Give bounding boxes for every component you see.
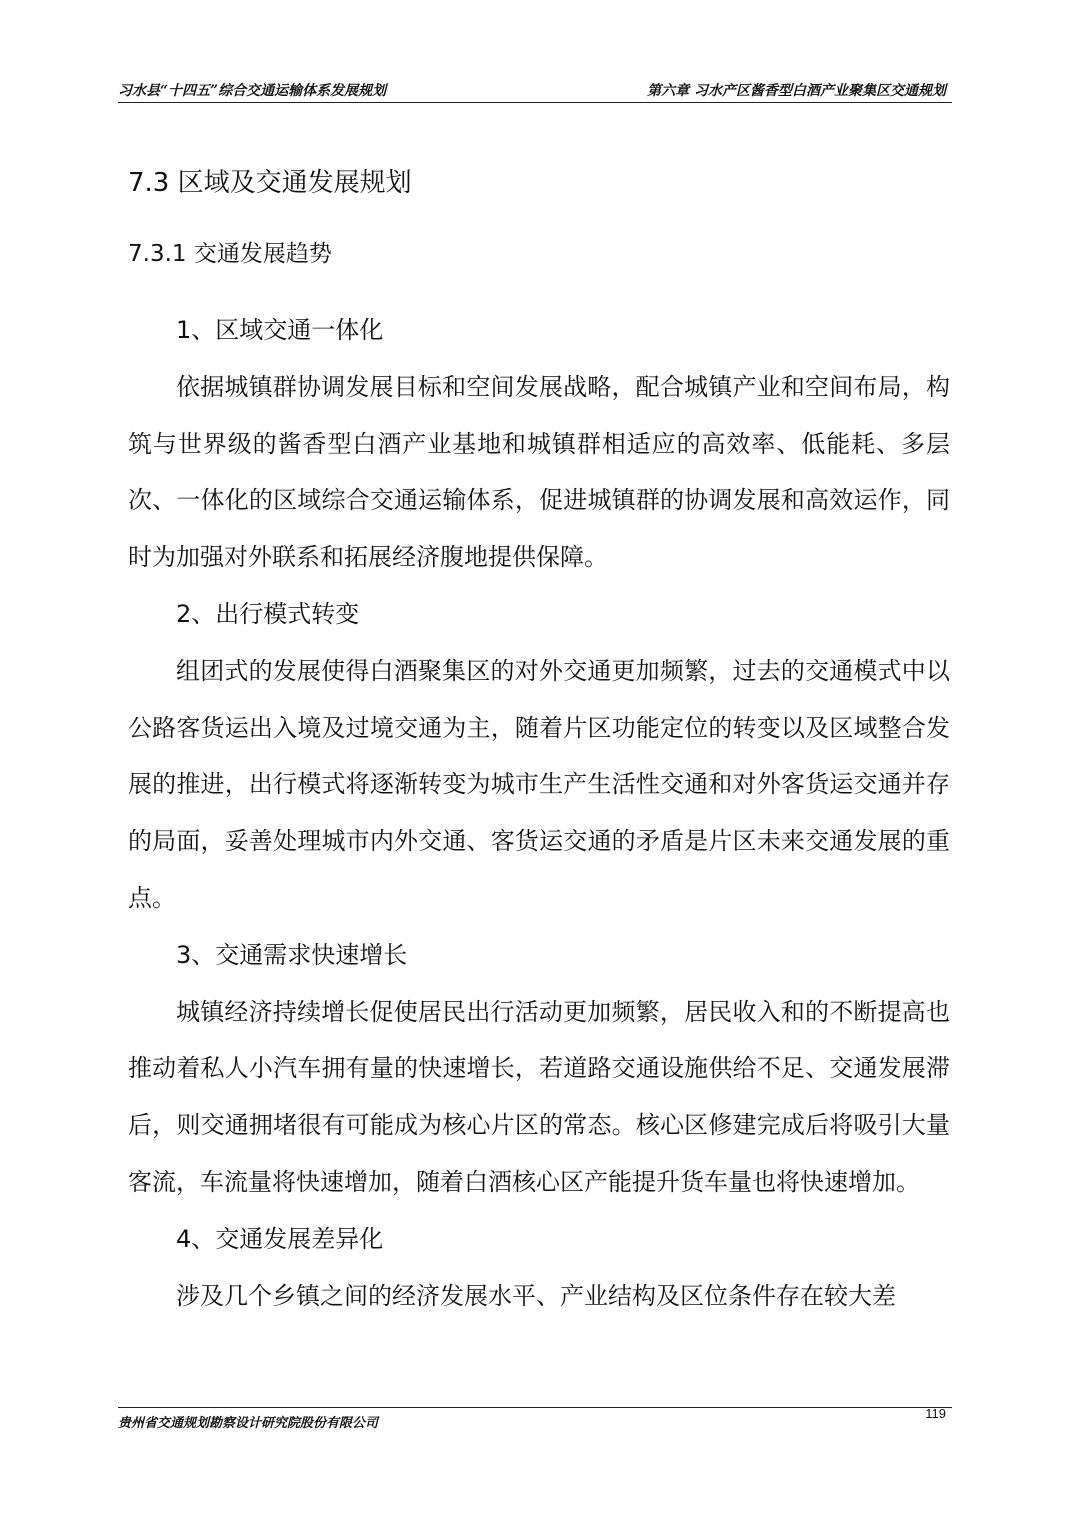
header-document-title: 习水县“十四五”综合交通运输体系发展规划 [118,83,387,99]
paragraph-4: 涉及几个乡镇之间的经济发展水平、产业结构及区位条件存在较大差 [176,1281,896,1310]
list-heading-4: 4、交通发展差异化 [176,1224,384,1253]
page-number: 119 [925,1406,946,1421]
footer-company: 贵州省交通规划勘察设计研究院股份有限公司 [118,1416,379,1431]
header-chapter-title: 第六章 习水产区酱香型白酒产业聚集区交通规划 [647,83,946,99]
list-heading-2: 2、出行模式转变 [176,599,360,628]
list-heading-1: 1、区域交通一体化 [176,316,384,344]
subsection-heading: 7.3.1 交通发展趋势 [128,241,332,267]
body-text [128,302,950,1324]
paragraph-3: 城镇经济持续增长促使居民出行活动更加频繁，居民收入和的不断提高也推动着私人小汽车拥有量的快速增长，若道路交通设施供给不足、交通发展滞后，则交通拥堵很有可能成为核心片区的常态。核心区修建完成后将吸引大量客流，车流量将快速增加，随着白酒核心区产能提升货车量也将快速增加。 [128,997,950,1196]
page-header [118,78,952,103]
list-heading-3: 3、交通需求快速增长 [176,940,408,969]
section-heading: 7.3 区域及交通发展规划 [128,168,412,198]
paragraph-1: 依据城镇群协调发展目标和空间发展战略，配合城镇产业和空间布局，构筑与世界级的酱香型白酒产业基地和城镇群相适应的高效率、低能耗、多层次、一体化的区域综合交通运输体系，促进城镇群的协调发展和高效运作，同时为加强对外联系和拓展经济腹地提供保障。 [128,372,950,572]
page-footer [118,1407,952,1438]
paragraph-2: 组团式的发展使得白酒聚集区的对外交通更加频繁，过去的交通模式中以公路客货运出入境及过境交通为主，随着片区功能定位的转变以及区域整合发展的推进，出行模式将逐渐转变为城市生产生活性交通和对外客货运交通并存的局面，妥善处理城市内外交通、客货运交通的矛盾是片区未来交通发展的重点。 [128,656,950,912]
